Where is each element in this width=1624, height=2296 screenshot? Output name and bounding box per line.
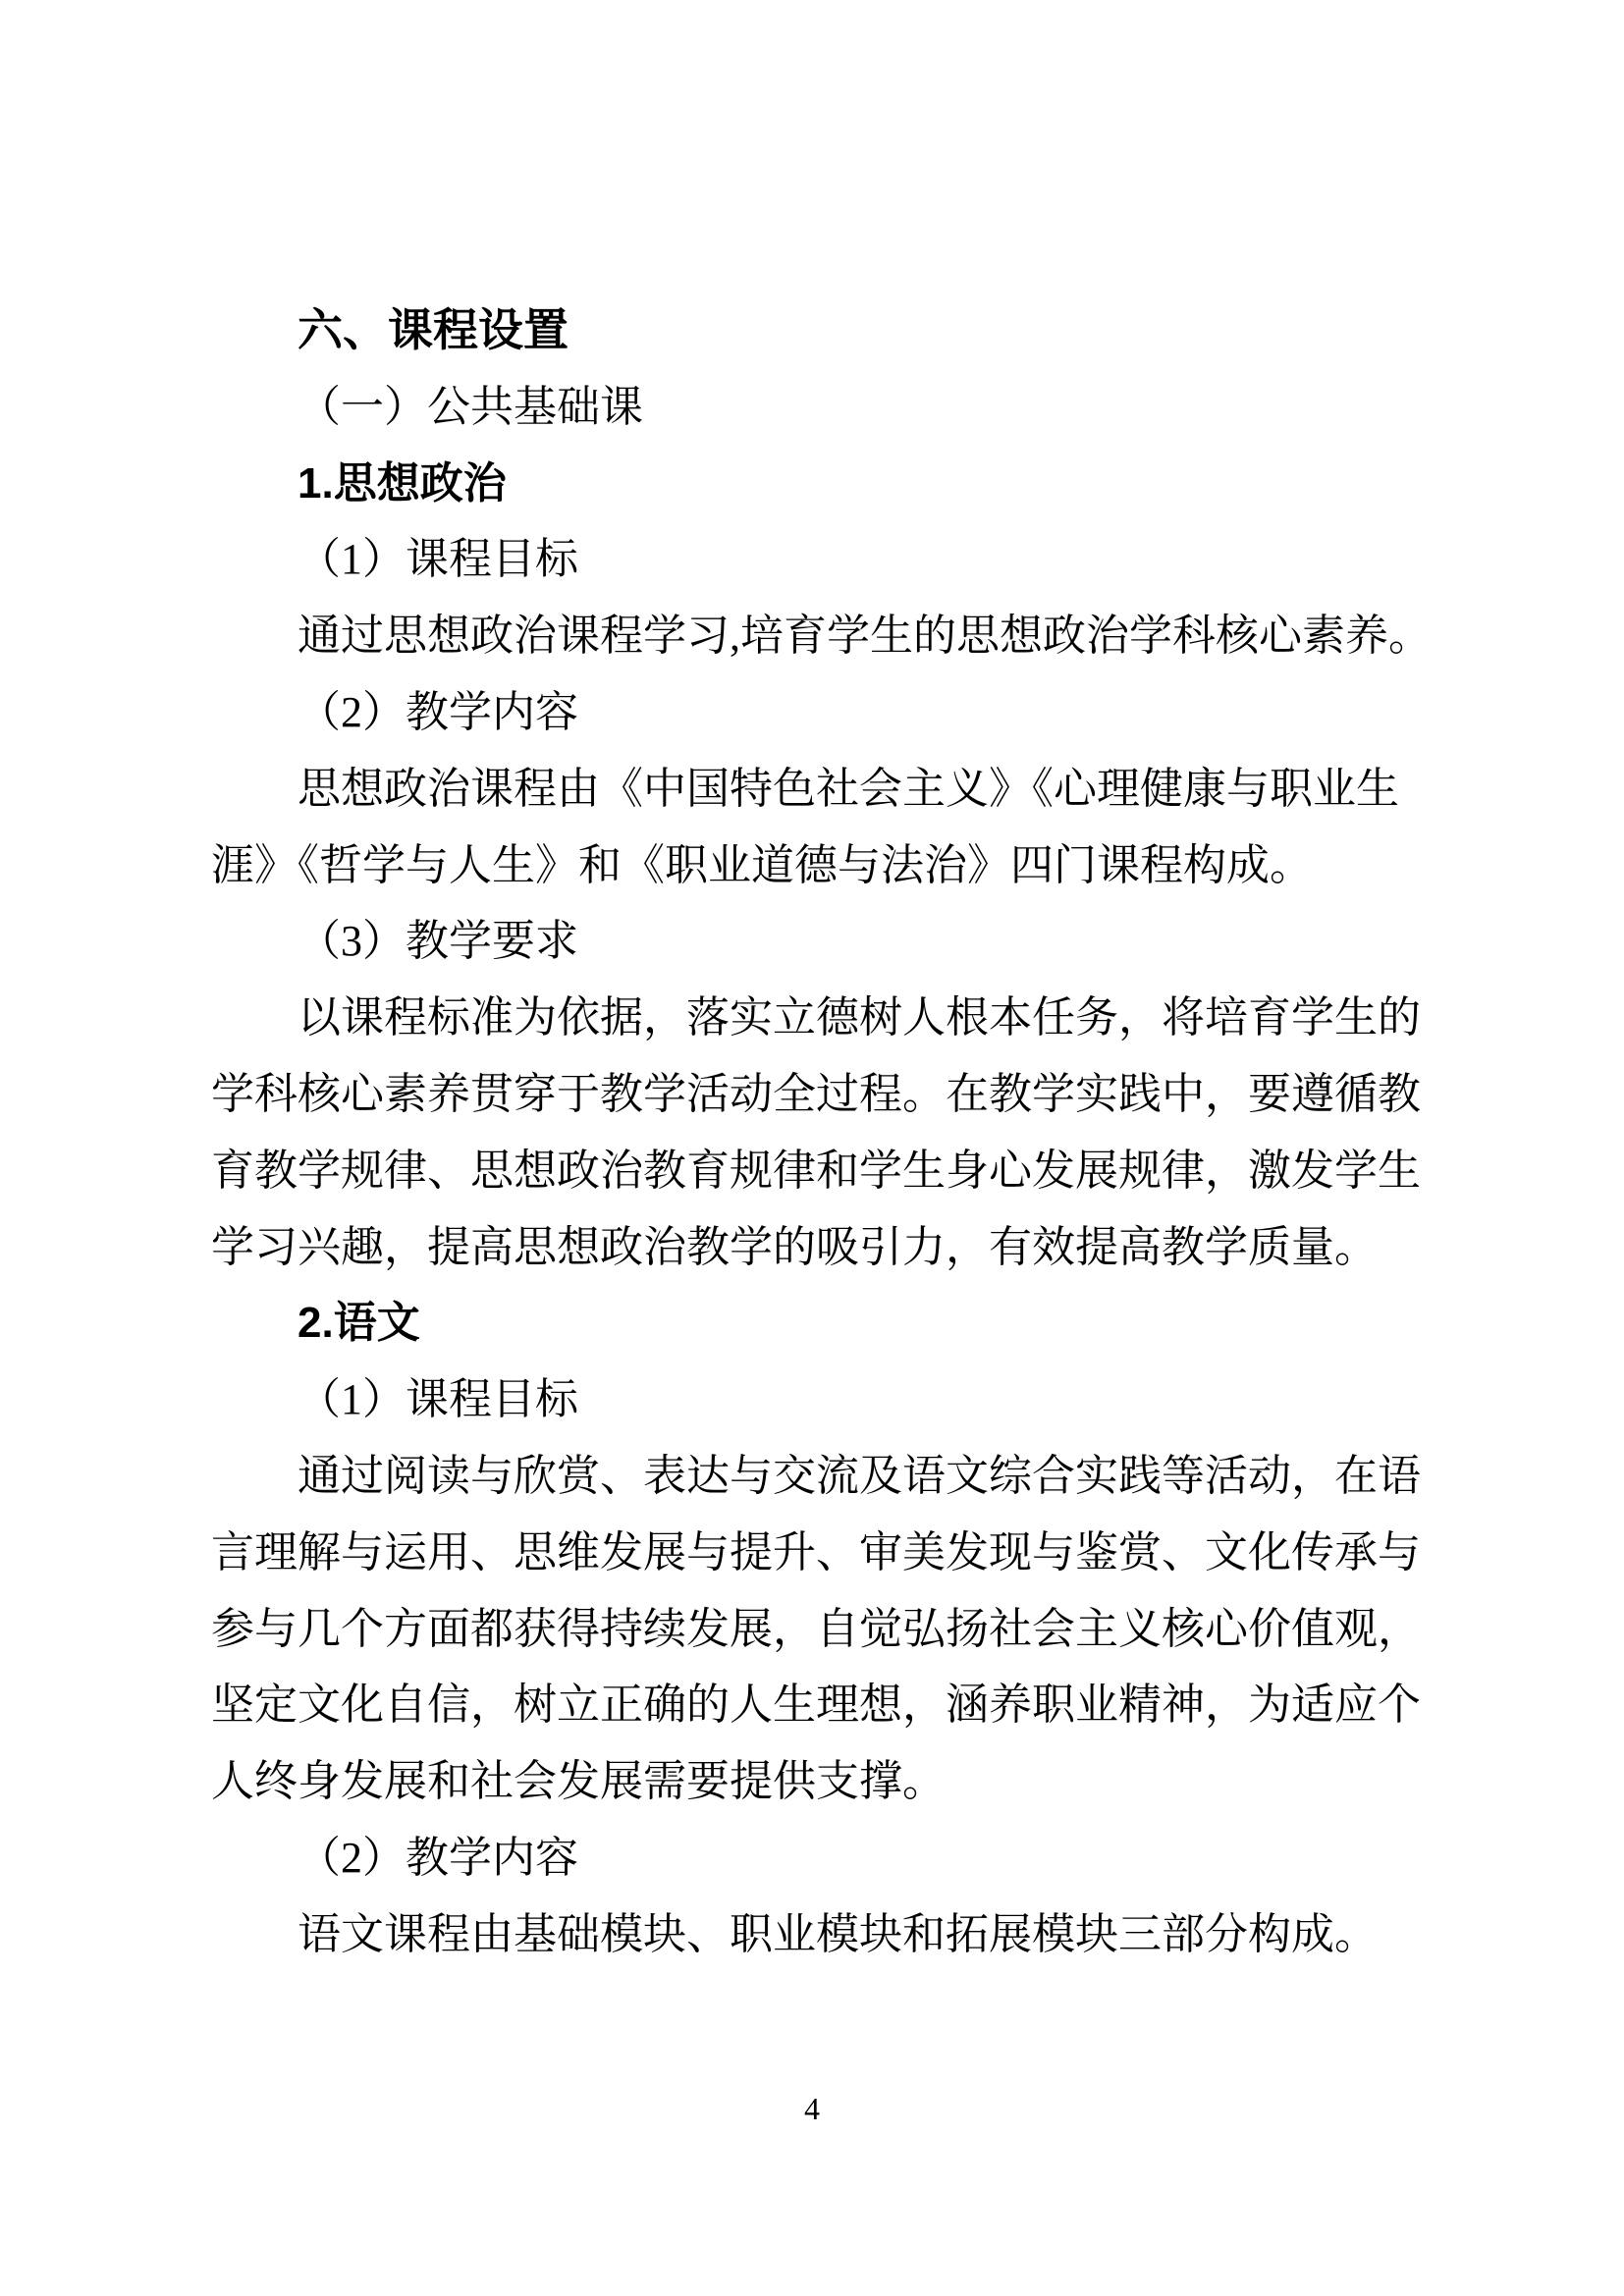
course1-content-label: （2）教学内容 xyxy=(298,687,578,736)
course1-goal-text-line: 通过思想政治课程学习,培育学生的思想政治学科核心素养。 xyxy=(298,612,1432,661)
document-content xyxy=(211,293,1434,1973)
course2-goal-text-line: 参与几个方面都获得持续发展，自觉弘扬社会主义核心价值观， xyxy=(211,1604,1421,1653)
course2-content-label: （2）教学内容 xyxy=(298,1833,578,1882)
course1-requirement-text-line: 育教学规律、思想政治教育规律和学生身心发展规律，激发学生 xyxy=(211,1146,1421,1195)
course2-content-text-line: 语文课程由基础模块、职业模块和拓展模块三部分构成。 xyxy=(298,1909,1378,1958)
course2-goal-text-line: 坚定文化自信，树立正确的人生理想，涵养职业精神，为适应个 xyxy=(211,1681,1421,1730)
course1-requirement-label: （3）教学要求 xyxy=(298,917,578,966)
course1-goal-label: （1）课程目标 xyxy=(298,535,578,584)
course2-goal-text-line: 言理解与运用、思维发展与提升、审美发现与鉴赏、文化传承与 xyxy=(211,1527,1421,1576)
course1-requirement-text-line: 学习兴趣，提高思想政治教学的吸引力，有效提高教学质量。 xyxy=(211,1222,1378,1271)
course1-content-text-line: 涯》《哲学与人生》和《职业道德与法治》四门课程构成。 xyxy=(211,840,1313,889)
subsection-heading: （一）公共基础课 xyxy=(298,382,643,431)
course2-title: 2.语文 xyxy=(298,1299,420,1348)
course2-goal-text-line: 通过阅读与欣赏、表达与交流及语文综合实践等活动，在语 xyxy=(298,1451,1421,1500)
course2-goal-text-line: 人终身发展和社会发展需要提供支撑。 xyxy=(211,1757,946,1806)
course1-requirement-text-line: 学科核心素养贯穿于教学活动全过程。在教学实践中，要遵循教 xyxy=(211,1069,1421,1118)
course2-goal-label: （1）课程目标 xyxy=(298,1375,578,1424)
section-heading: 六、课程设置 xyxy=(298,304,568,355)
course1-content-text-line: 思想政治课程由《中国特色社会主义》《心理健康与职业生 xyxy=(298,764,1399,813)
page-number: 4 xyxy=(804,2091,820,2126)
course1-requirement-text-line: 以课程标准为依据，落实立德树人根本任务，将培育学生的 xyxy=(298,993,1421,1042)
course1-title: 1.思想政治 xyxy=(298,458,507,507)
